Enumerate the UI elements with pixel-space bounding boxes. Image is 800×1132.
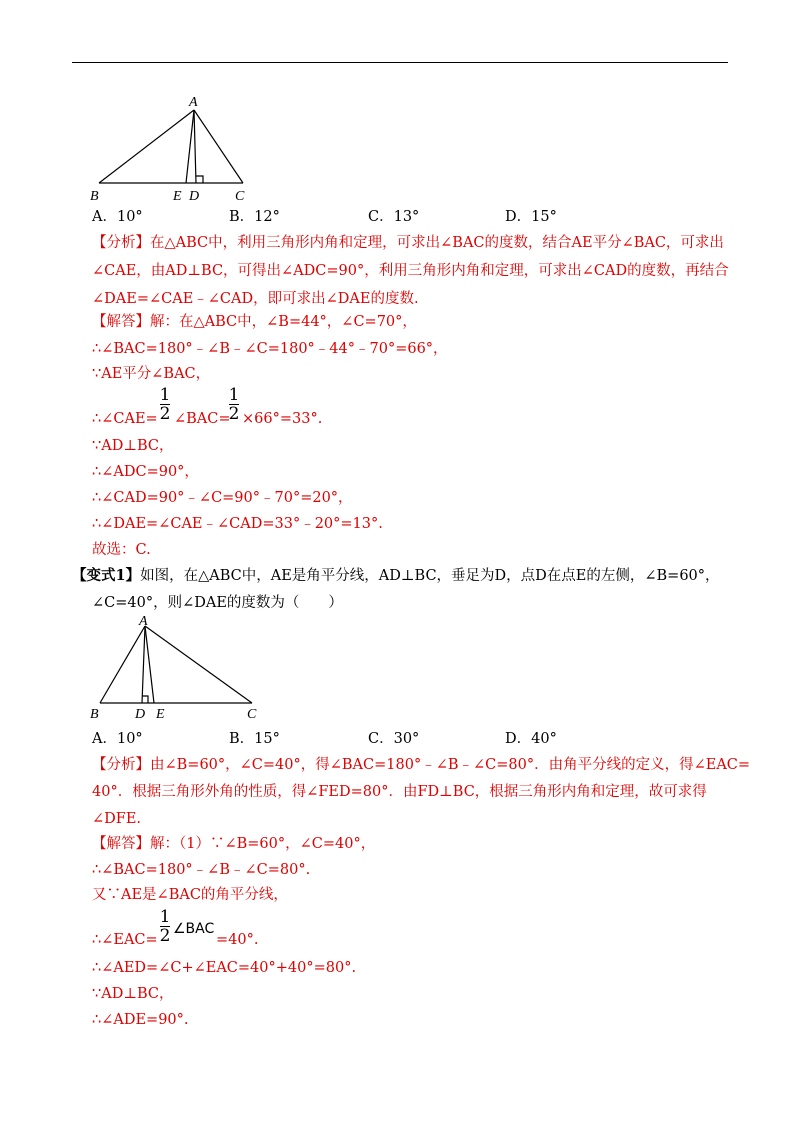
analysis-1-line-2: ∠CAE，由AD⊥BC，可得出∠ADC=90°，利用三角形内角和定理，可求出∠CAD的度数，再结合: [92, 263, 729, 279]
solution-1-line-4a: ∴∠CAE=: [92, 411, 158, 427]
solution-1-line-8: ∴∠DAE=∠CAE﹣∠CAD=33°﹣20°=13°.: [92, 516, 383, 532]
figure-triangle-1: [85, 90, 260, 205]
option-d-2: D．40°: [505, 731, 557, 747]
option-a-1: A．10°: [92, 209, 143, 225]
solution-2-line-6: ∵AD⊥BC，: [92, 986, 174, 1002]
solution-2-line-3: 又∵AE是∠BAC的角平分线，: [92, 887, 288, 903]
solution-1-line-3: ∵AE平分∠BAC，: [92, 366, 211, 382]
analysis-1-line-3: ∠DAE=∠CAE﹣∠CAD，即可求出∠DAE的度数.: [92, 291, 419, 307]
solution-tag: 【解答】: [92, 836, 150, 852]
solution-tag: 【解答】: [92, 314, 150, 330]
label-D: D: [135, 707, 146, 722]
label-E: E: [173, 189, 182, 204]
fraction-half-1: 1 2: [159, 385, 171, 424]
analysis-tag: 【分析】: [92, 757, 150, 773]
variant-1-line-2: ∠C=40°，则∠DAE的度数为（ ）: [92, 595, 343, 611]
variant-1-line-1: 【变式1】如图，在△ABC中，AE是角平分线，AD⊥BC，垂足为D，点D在点E的左侧，∠B=60°，: [72, 567, 720, 584]
solution-2-line-7: ∴∠ADE=90°.: [92, 1012, 189, 1028]
option-a-2: A．10°: [92, 731, 143, 747]
label-C: C: [235, 189, 245, 204]
analysis-2-line-2: 40°．根据三角形外角的性质，得∠FED=80°．由FD⊥BC，根据三角形内角和定理，故可求得: [92, 784, 707, 800]
analysis-1-line-1: 【分析】在△ABC中，利用三角形内角和定理，可求出∠BAC的度数，结合AE平分∠BAC，可求出: [92, 235, 724, 251]
option-c-1: C．13°: [368, 209, 420, 225]
variant-tag: 【变式1】: [72, 567, 141, 584]
label-B: B: [90, 707, 99, 722]
solution-2-line-1: 【解答】解：（1）∵∠B=60°，∠C=40°，: [92, 836, 376, 852]
solution-1-line-5: ∵AD⊥BC，: [92, 438, 174, 454]
analysis-tag: 【分析】: [92, 235, 150, 251]
figure-triangle-2: [85, 612, 270, 727]
option-c-2: C．30°: [368, 731, 420, 747]
solution-1-line-1: 【解答】解：在△ABC中，∠B=44°，∠C=70°，: [92, 314, 417, 330]
solution-1-line-6: ∴∠ADC=90°，: [92, 464, 199, 480]
fraction-half-3: 1 2: [159, 907, 171, 946]
label-D: D: [189, 189, 200, 204]
option-b-1: B．12°: [229, 209, 280, 225]
fraction-half-2: 1 2: [228, 385, 240, 424]
label-C: C: [247, 707, 257, 722]
solution-1-line-4c: ×66°=33°.: [242, 411, 323, 427]
analysis-2-line-1: 【分析】由∠B=60°，∠C=40°，得∠BAC=180°﹣∠B﹣∠C=80°．由角平分线的定义，得∠EAC=: [92, 757, 751, 773]
solution-2-frac-tail: ∠BAC: [173, 921, 215, 937]
solution-2-line-5: ∴∠AED=∠C+∠EAC=40°+40°=80°.: [92, 960, 357, 976]
label-E: E: [156, 707, 165, 722]
solution-2-line-4a: ∴∠EAC=: [92, 932, 158, 948]
solution-2-line-2: ∴∠BAC=180°﹣∠B﹣∠C=80°.: [92, 862, 311, 878]
label-A: A: [139, 614, 148, 629]
label-A: A: [189, 95, 198, 110]
analysis-2-line-3: ∠DFE.: [92, 811, 142, 827]
solution-2-line-4b: =40°.: [216, 932, 259, 948]
solution-1-line-9: 故选：C.: [92, 542, 151, 558]
solution-1-line-7: ∴∠CAD=90°﹣∠C=90°﹣70°=20°，: [92, 490, 353, 506]
header-rule: [72, 62, 728, 63]
solution-1-line-2: ∴∠BAC=180°﹣∠B﹣∠C=180°﹣44°﹣70°=66°，: [92, 341, 448, 357]
label-B: B: [90, 189, 99, 204]
solution-1-line-4b: ∠BAC=: [174, 411, 231, 427]
option-b-2: B．15°: [229, 731, 280, 747]
option-d-1: D．15°: [505, 209, 557, 225]
